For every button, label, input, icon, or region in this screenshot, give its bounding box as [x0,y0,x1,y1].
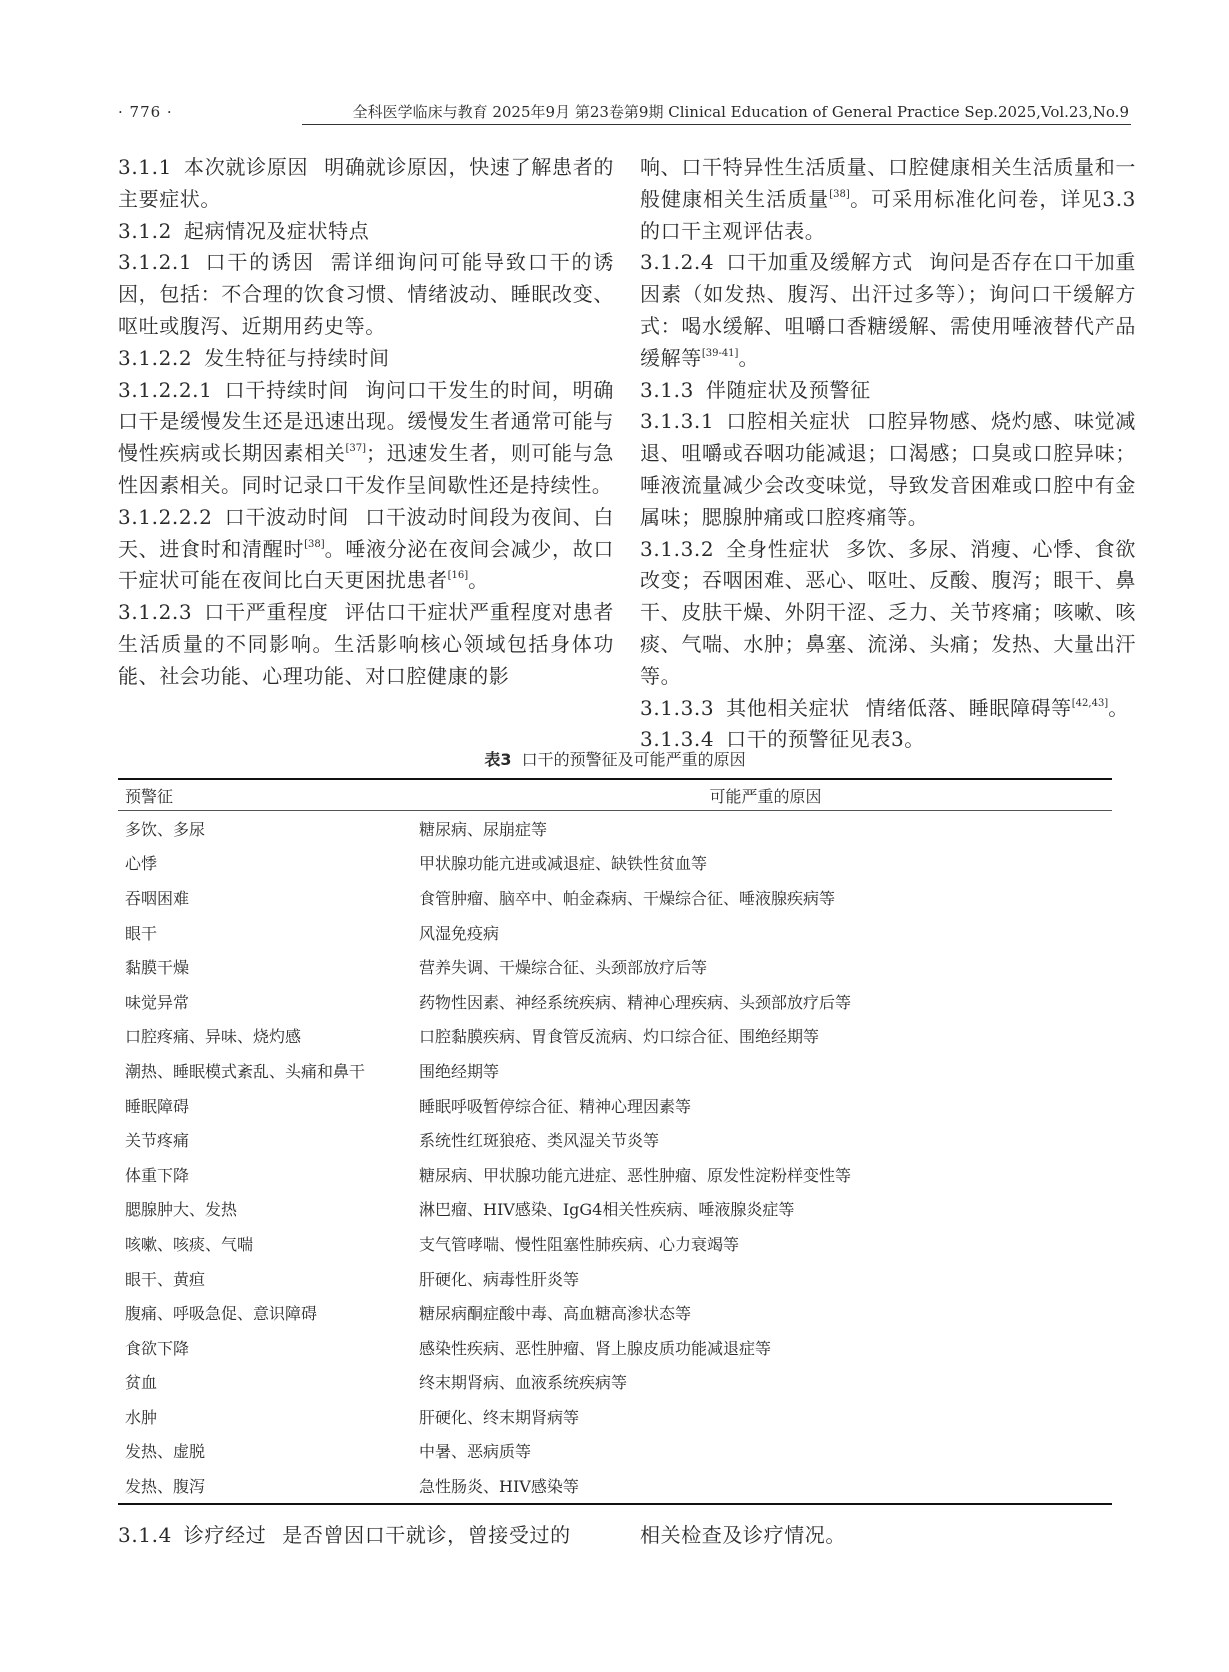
section-title: 本次就诊原因 [183,155,309,179]
citation-ref[interactable]: [42,43] [1071,697,1109,709]
table-row [118,1365,1112,1400]
citation-ref[interactable]: [37] [345,443,366,455]
column-header-warning-sign: 预警征 [118,779,412,811]
table-row [118,1468,1112,1504]
table-row [118,1192,1112,1227]
section-3-1-2-3-continued [640,152,1136,247]
possible-cause-cell: 肝硬化、终末期肾病等 [419,1407,580,1427]
header-rule [302,124,1131,125]
table-row [118,1330,1112,1365]
section-text: 。唾液分泌在夜间会减少，故口干症状可能在夜间比白天更困扰患者 [118,536,615,593]
section-text: 明确就诊原因，快速了解患者的主要症状。 [118,155,614,211]
warning-sign-cell: 腮腺肿大、发热 [125,1200,238,1220]
section-3-1-2-2-2 [118,502,614,597]
table-header-row [118,779,1112,811]
possible-cause-cell: 围绝经期等 [419,1061,500,1081]
section-number: 3.1.3.4 [640,727,715,752]
possible-cause-cell: 感染性疾病、恶性肿瘤、肾上腺皮质功能减退症等 [419,1338,772,1358]
table-row [118,915,1112,950]
section-number: 3.1.2.3 [118,600,193,625]
section-text: 。 [738,345,760,370]
warning-sign-cell: 食欲下降 [125,1338,190,1358]
section-title: 伴随症状及预警征 [705,377,871,402]
table-row [118,880,1112,915]
section-title: 口干的诱因 [204,250,315,275]
section-number: 3.1.3.2 [640,536,715,561]
section-3-1-2-4 [640,247,1136,374]
section-text: ；迅速发生者，则可能与急性因素相关。同时记录口干发作呈间歇性还是持续性。 [118,441,614,497]
section-number: 3.1.3.1 [640,409,715,434]
section-title: 发生特征与持续时间 [204,345,390,370]
section-text: 响、口干特异性生活质量、口腔健康相关生活质量和一般健康相关生活质量 [640,155,1136,211]
section-number: 3.1.4 [118,1523,172,1547]
citation-ref[interactable]: [16] [447,570,469,582]
table-row [118,1122,1112,1157]
section-number: 3.1.2 [118,218,172,243]
possible-cause-cell: 甲状腺功能亢进或减退症、缺铁性贫血等 [419,854,708,874]
section-3-1-4 [118,1520,571,1551]
section-title: 口干持续时间 [224,377,350,402]
section-number: 3.1.1 [118,155,172,179]
table-row [118,1088,1112,1123]
table-row [118,949,1112,984]
possible-cause-cell: 食管肿瘤、脑卒中、帕金森病、干燥综合征、唾液腺疾病等 [419,888,836,908]
section-number: 3.1.3 [640,377,694,402]
section-3-1-2 [118,216,614,248]
warning-sign-cell: 腹痛、呼吸急促、意识障碍 [125,1304,318,1324]
page-number: · 776 · [118,103,173,121]
section-text: 口腔异物感、烧灼感、味觉减退、咀嚼或吞咽功能减退；口渴感；口臭或口腔异味；唾液流量减少会改变味觉，导致发音困难或口腔中有金属味；腮腺肿痛或口腔疼痛等。 [640,409,1136,529]
section-number: 3.1.2.4 [640,250,715,275]
section-text: 。 [468,568,489,593]
warning-sign-cell: 睡眠障碍 [125,1096,190,1116]
section-title: 起病情况及症状特点 [183,218,370,243]
section-text: 相关检查及诊疗情况。 [640,1523,846,1547]
table-row [118,1157,1112,1192]
section-3-1-3 [640,375,1136,407]
possible-cause-cell: 风湿免疫病 [419,923,500,943]
section-3-1-3-2 [640,534,1136,693]
section-3-1-4-continued [640,1520,846,1551]
section-title: 全身性症状 [726,536,830,561]
section-number: 3.1.2.2.1 [118,377,213,402]
table-row [118,1295,1112,1330]
section-text: 是否曾因口干就诊，曾接受过的 [282,1523,571,1547]
possible-cause-cell: 营养失调、干燥综合征、头颈部放疗后等 [419,958,708,978]
warning-sign-cell: 发热、腹泻 [118,1468,412,1504]
section-text: 多饮、多尿、消瘦、心悸、食欲改变；吞咽困难、恶心、呕吐、反酸、腹泻；眼干、鼻干、皮肤干燥、外阴干涩、乏力、关节疼痛；咳嗽、咳痰、气喘、水肿；鼻塞、流涕、头痛；发热、大量出汗等。 [640,536,1136,688]
section-title: 其他相关症状 [726,695,850,720]
warning-sign-cell: 眼干、黄疸 [125,1269,206,1289]
warning-sign-cell: 黏膜干燥 [125,958,190,978]
section-title: 口干严重程度 [204,600,329,625]
possible-cause-cell: 糖尿病酮症酸中毒、高血糖高渗状态等 [419,1304,692,1324]
possible-cause-cell: 终末期肾病、血液系统疾病等 [419,1373,628,1393]
possible-cause-cell: 支气管哮喘、慢性阻塞性肺疾病、心力衰竭等 [419,1234,740,1254]
section-3-1-2-2 [118,343,614,375]
possible-cause-cell: 系统性红斑狼疮、类风湿关节炎等 [419,1131,660,1151]
section-number: 3.1.3.3 [640,695,715,720]
table-row [118,1434,1112,1469]
section-text: 评估口干症状严重程度对患者生活质量的不同影响。生活影响核心领域包括身体功能、社会功能、心理功能、对口腔健康的影 [118,600,614,688]
section-number: 3.1.2.1 [118,250,193,275]
section-number: 3.1.2.2 [118,345,193,370]
table-row [118,1226,1112,1261]
section-3-1-3-3 [640,693,1136,725]
section-number: 3.1.2.2.2 [118,504,213,529]
left-column [118,152,614,693]
section-text: 需详细询问可能导致口干的诱因，包括：不合理的饮食习惯、情绪波动、睡眠改变、呕吐或腹泻、近期用药史等。 [118,250,614,338]
possible-cause-cell: 药物性因素、神经系统疾病、精神心理疾病、头颈部放疗后等 [419,992,852,1012]
section-text: 询问是否存在口干加重因素（如发热、腹泻、出汗过多等）；询问口干缓解方式：喝水缓解、咀嚼口香糖缓解、需使用唾液替代产品缓解等 [640,250,1137,370]
table-caption [118,748,1112,772]
journal-citation: 全科医学临床与教育 2025年9月 第23卷第9期 Clinical Education of General Practice Sep.2025,Vol.23,No.9 [352,103,1129,121]
warning-sign-cell: 潮热、睡眠模式紊乱、头痛和鼻干 [125,1061,366,1081]
possible-cause-cell: 中暑、恶病质等 [419,1442,532,1462]
table-row [118,1053,1112,1088]
section-3-1-3-1 [640,406,1136,533]
warning-sign-cell: 咳嗽、咳痰、气喘 [125,1234,254,1254]
possible-cause-cell: 口腔黏膜疾病、胃食管反流病、灼口综合征、围绝经期等 [419,1027,820,1047]
column-header-possible-cause: 可能严重的原因 [412,779,1112,811]
table-row [118,984,1112,1019]
section-text: 。可采用标准化问卷，详见3.3的口干主观评估表。 [640,186,1136,243]
possible-cause-cell: 淋巴瘤、HIV感染、IgG4相关性疾病、唾液腺炎症等 [419,1200,795,1220]
possible-cause-cell: 肝硬化、病毒性肝炎等 [419,1269,580,1289]
section-title: 诊疗经过 [183,1523,267,1547]
warning-sign-cell: 眼干 [125,923,158,943]
table-row [118,1261,1112,1296]
section-3-1-2-3 [118,597,614,692]
warning-sign-cell: 味觉异常 [125,992,190,1012]
section-title: 口干加重及缓解方式 [726,250,913,275]
possible-cause-cell: 糖尿病、尿崩症等 [419,819,548,839]
warning-sign-cell: 心悸 [125,854,158,874]
section-text: 口干波动时间段为夜间、白天、进食时和清醒时 [118,504,614,561]
warning-sign-cell: 贫血 [125,1373,158,1393]
table-row [118,846,1112,881]
section-title: 口干波动时间 [224,504,350,529]
warning-sign-cell: 多饮、多尿 [125,819,206,839]
warning-sign-cell: 关节疼痛 [125,1131,190,1151]
possible-cause-cell: 糖尿病、甲状腺功能亢进症、恶性肿瘤、原发性淀粉样变性等 [419,1165,852,1185]
table-row [118,811,1112,846]
section-text: 情绪低落、睡眠障碍等 [865,695,1072,720]
running-header [118,98,1129,126]
right-column [640,152,1136,756]
citation-ref[interactable]: [39-41] [701,347,739,359]
warning-signs-table [118,778,1112,1505]
citation-ref[interactable]: [38] [304,538,325,550]
section-text: 。 [1108,695,1129,720]
warning-sign-cell: 体重下降 [125,1165,190,1185]
section-3-1-1 [118,152,614,216]
section-text: 口干的预警征见表3。 [726,727,925,752]
citation-ref[interactable]: [38] [829,188,850,200]
warning-sign-cell: 发热、虚脱 [125,1442,206,1462]
possible-cause-cell: 急性肠炎、HIV感染等 [412,1468,1112,1504]
section-3-1-2-1 [118,247,614,342]
table-title: 口干的预警征及可能严重的原因 [521,750,746,769]
warning-sign-cell: 口腔疼痛、异味、烧灼感 [125,1027,302,1047]
possible-cause-cell: 睡眠呼吸暂停综合征、精神心理因素等 [419,1096,692,1116]
table-row [118,1399,1112,1434]
warning-sign-cell: 水肿 [125,1407,158,1427]
table-body [118,811,1112,1504]
table-row [118,1019,1112,1054]
table-number: 表3 [484,750,512,769]
warning-sign-cell: 吞咽困难 [125,888,190,908]
section-title: 口腔相关症状 [726,409,851,434]
section-3-1-2-2-1 [118,375,614,502]
section-text: 询问口干发生的时间，明确口干是缓慢发生还是迅速出现。缓慢发生者通常可能与慢性疾病或长期因素相关 [118,377,614,466]
